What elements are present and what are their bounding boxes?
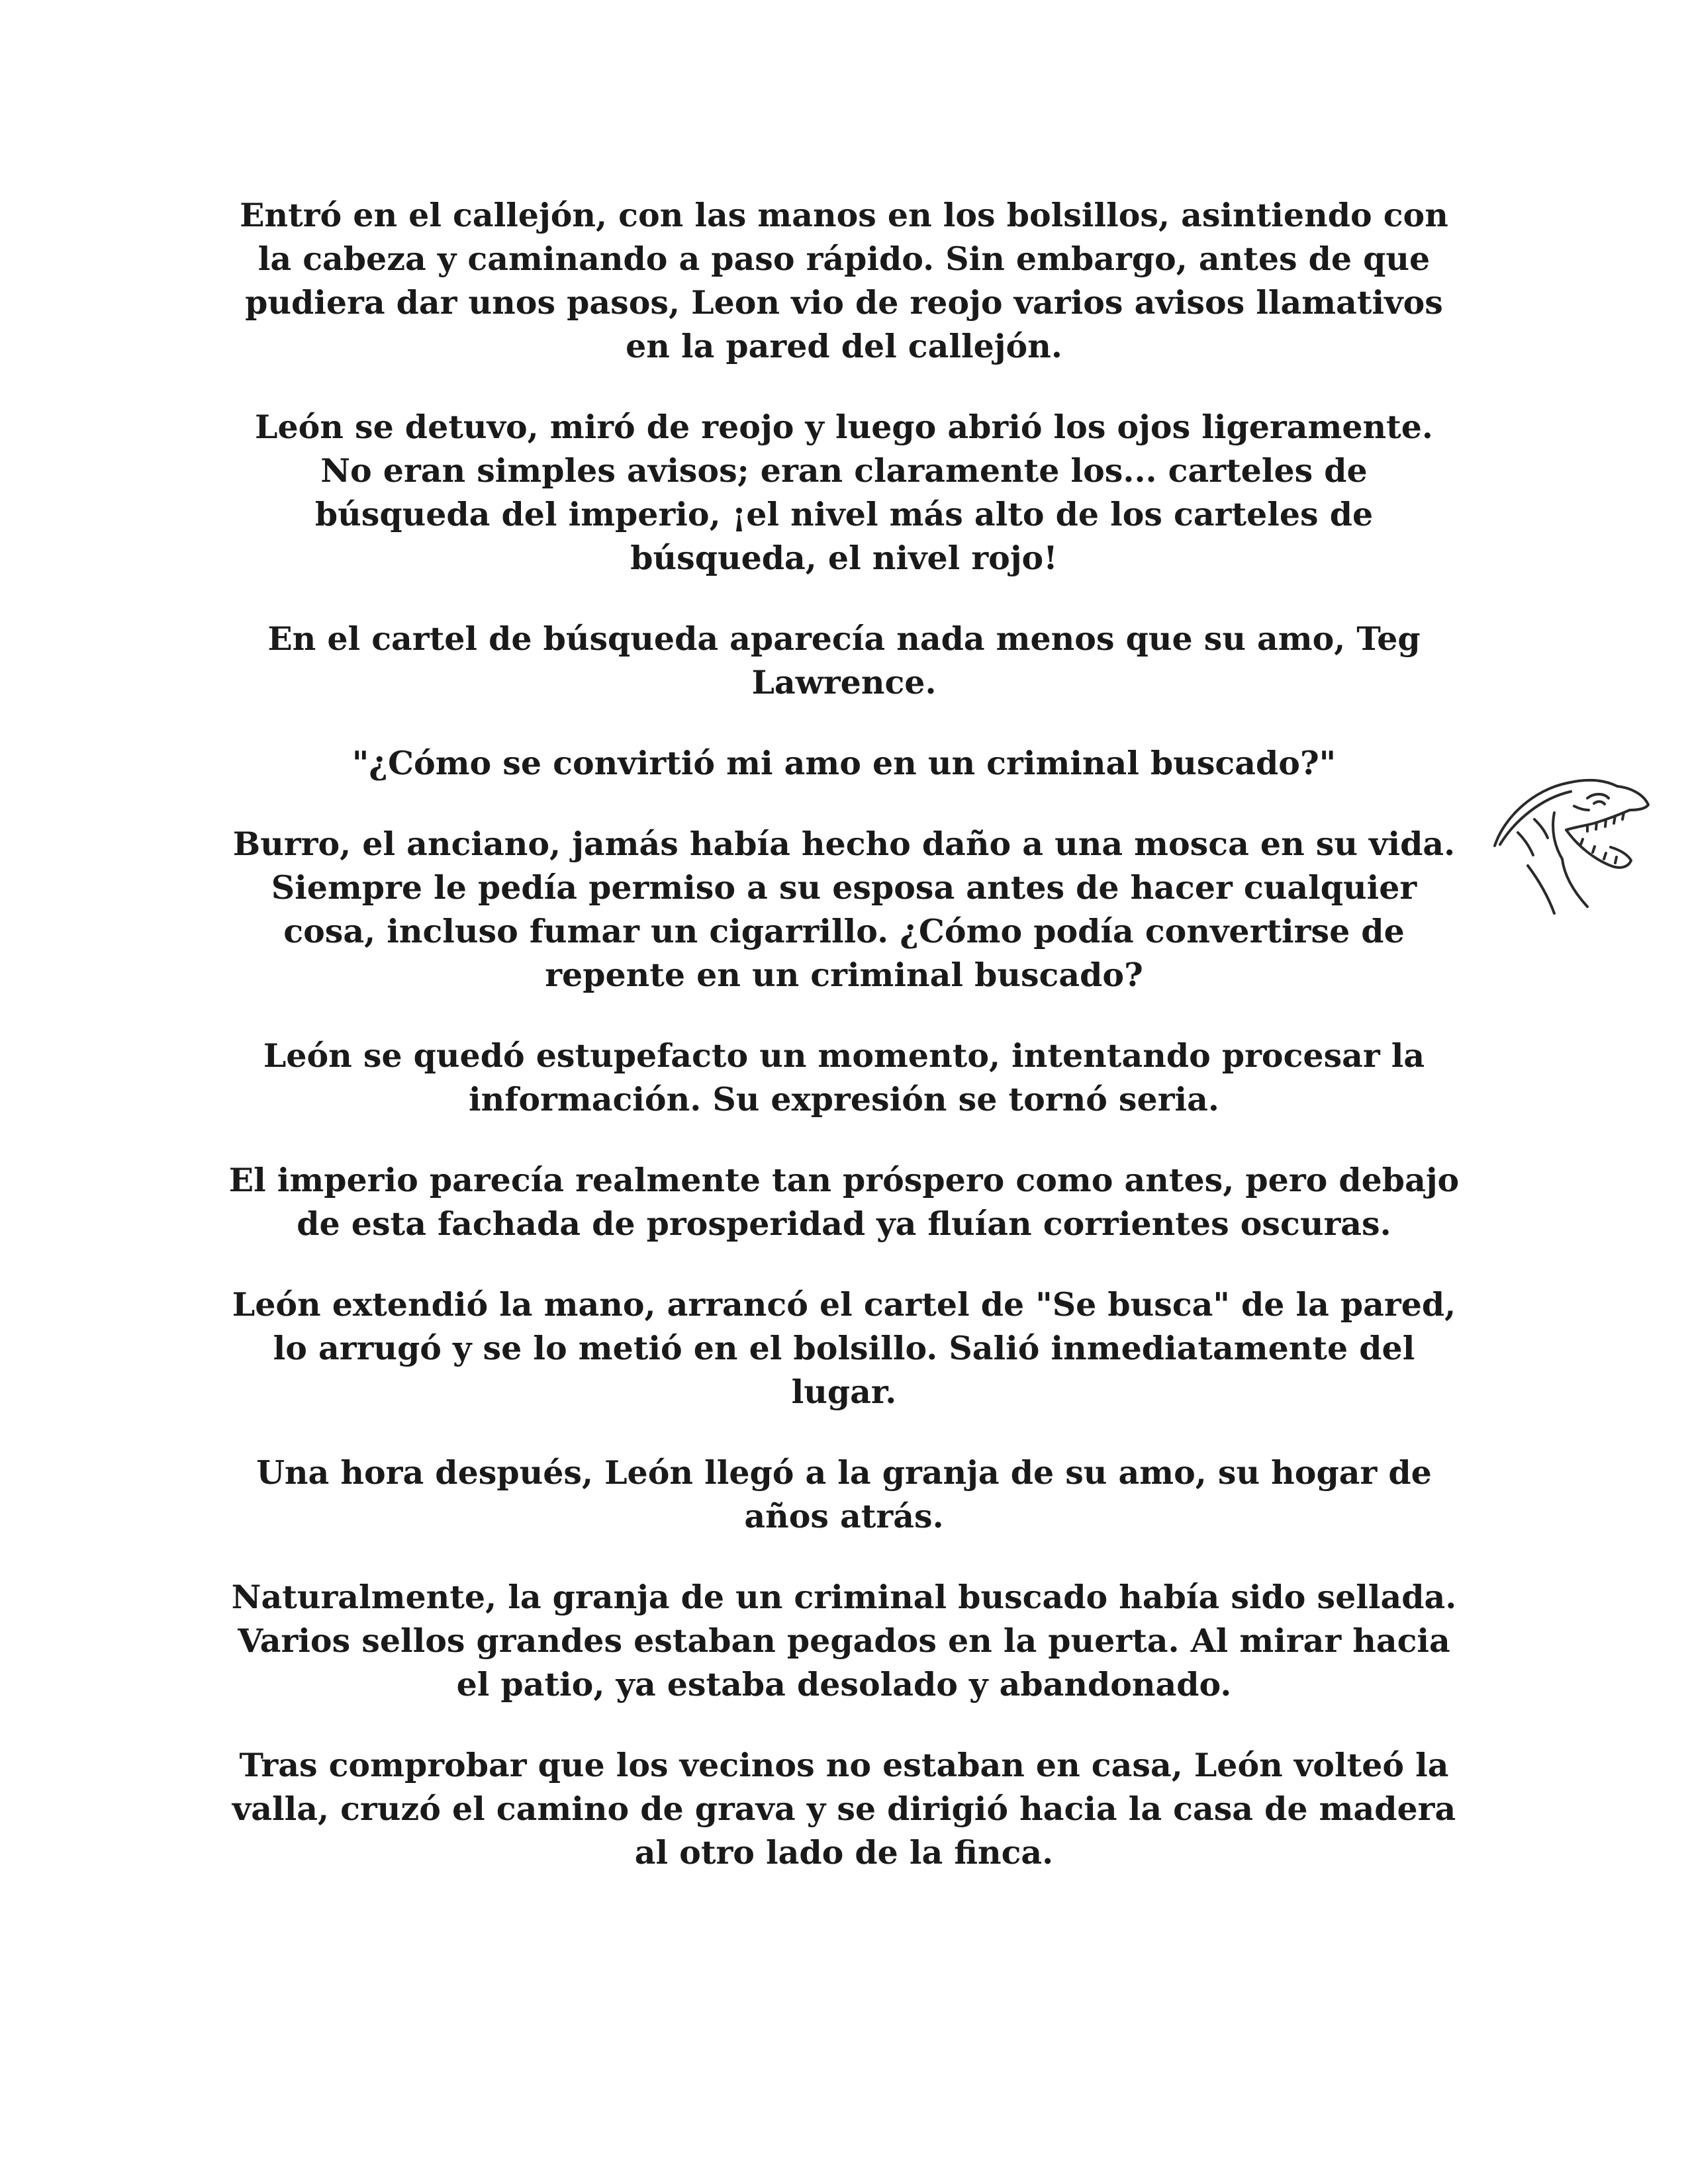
paragraph: Una hora después, León llegó a la granja de su amo, su hogar de años atrás.	[256, 1453, 1432, 1535]
paragraph: León se quedó estupefacto un momento, intentando procesar la información. Su expresión se tornó seria.	[263, 1036, 1425, 1118]
paragraph: En el cartel de búsqueda aparecía nada menos que su amo, Teg Lawrence.	[267, 619, 1421, 702]
paragraph: León se detuvo, miró de reojo y luego abrió los ojos ligeramente. No eran simples avisos; eran claramente los... carteles de búsqueda del imperio, ¡el nivel más alto de los carteles de búsqueda, el nivel rojo!	[254, 408, 1433, 577]
paragraph: Naturalmente, la granja de un criminal buscado había sido sellada. Varios sellos grandes estaban pegados en la puerta. Al mirar hacia el patio, ya estaba desolado y abandonado.	[231, 1578, 1457, 1704]
paragraph: Entró en el callejón, con las manos en los bolsillos, asintiendo con la cabeza y caminando a paso rápido. Sin embargo, antes de que pudiera dar unos pasos, Leon vio de reojo varios avisos llamativos en la pared del callejón.	[240, 196, 1448, 365]
story-text	[228, 193, 1460, 1874]
dinosaur-head-sketch-icon	[1488, 766, 1654, 920]
paragraph: "¿Cómo se convirtió mi amo en un criminal buscado?"	[352, 744, 1336, 782]
paragraph: Burro, el anciano, jamás había hecho daño a una mosca en su vida. Siempre le pedía permiso a su esposa antes de hacer cualquier cosa, incluso fumar un cigarrillo. ¿Cómo podía convertirse de repente en un criminal buscado?	[232, 825, 1456, 994]
paragraph: León extendió la mano, arrancó el cartel de "Se busca" de la pared, lo arrugó y se lo metió en el bolsillo. Salió inmediatamente del lugar.	[232, 1285, 1456, 1411]
paragraph: El imperio parecía realmente tan próspero como antes, pero debajo de esta fachada de prosperidad ya fluían corrientes oscuras.	[228, 1161, 1460, 1243]
paragraph: Tras comprobar que los vecinos no estaban en casa, León volteó la valla, cruzó el camino de grava y se dirigió hacia la casa de madera al otro lado de la finca.	[232, 1746, 1456, 1872]
